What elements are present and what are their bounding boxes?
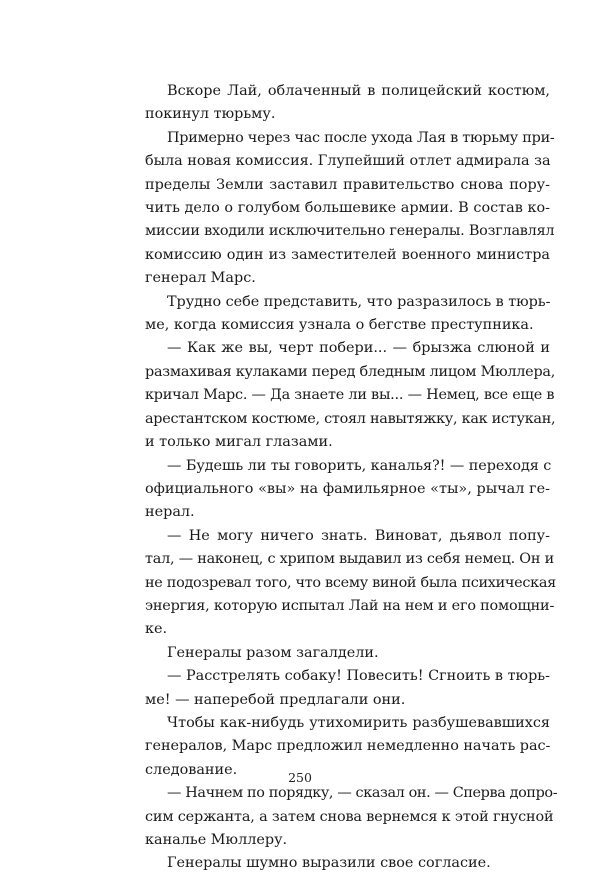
text-line: Генералы разом загалдели. [167,644,379,661]
text-line: ме, когда комиссия узнала о бегстве преступника. [145,317,534,334]
text-line: сим сержанта, а затем снова вернемся к этой гнусной [145,808,554,825]
paragraph [145,455,550,525]
text-line: Примерно через час после ухода Лая в тюрьму при- [167,129,555,146]
paragraph [145,80,550,127]
text-line: Трудно себе представить, что разразилось в тюрь- [167,293,551,310]
paragraph [145,525,556,642]
paragraph [145,337,556,454]
text-line: чить дело о голубом большевике армии. В состав ко- [145,200,550,217]
paragraph [145,665,550,712]
text-line: — Не могу ничего знать. Виноват, дьявол попу- [167,527,550,544]
text-line: покинул тюрьму. [145,106,276,123]
text-line: Генералы шумно выразили свое согласие. [167,855,491,872]
paragraph [145,642,550,665]
page-number: 250 [288,770,312,785]
paragraph [145,782,558,852]
text-line: — Как же вы, черт побери... — брызжа слюной и [167,340,550,357]
text-line: каналье Мюллеру. [145,832,288,848]
text-line: генералов, Марс предложил немедленно начать рас- [145,738,551,755]
paragraph [145,291,550,338]
text-line: — Начнем по порядку, — сказал он. — Сперва допро- [167,785,558,802]
paragraph [145,127,555,291]
text-line: генерал Марс. [145,270,256,287]
text-line: кричал Марс. — Да знаете ли вы... — Немец, все еще в [145,387,555,404]
text-line: не подозревал того, что всему виной была психическая [145,574,556,591]
text-line: — Расстрелять собаку! Повесить! Сгноить в тюрь- [167,668,550,685]
text-line: Вскоре Лай, облаченный в полицейский костюм, [167,83,550,99]
text-line: комиссию один из заместителей военного министра [145,246,550,263]
text-line: официального «вы» на фамильярное «ты», рычал ге- [145,480,550,497]
text-line: следование. [145,761,238,778]
text-line: — Будешь ли ты говорить, каналья?! — переходя с [167,457,552,474]
text-line: энергия, которую испытал Лай на нем и его помощни- [145,597,555,614]
text-line: была новая комиссия. Глупейший отлет адмирала за [145,153,551,170]
text-line: и только мигал глазами. [145,434,333,451]
body-text [145,80,558,876]
text-line: пределы Земли заставил правительство снова пору- [145,176,550,193]
text-line: ке. [145,621,168,638]
text-line: ме! — наперебой предлагали они. [145,691,406,708]
text-line: арестантском костюме, стоял навытяжку, как истукан, [145,410,556,427]
paragraph [145,852,550,875]
text-line: миссии входили исключительно генералы. Возглавлял [145,223,555,240]
text-line: тал, — наконец, с хрипом выдавил из себя немец. Он и [145,551,554,568]
text-line: размахивая кулаками перед бледным лицом Мюллера, [145,363,556,380]
text-line: Чтобы как-нибудь утихомирить разбушевавшихся [167,714,550,731]
text-line: нерал. [145,504,195,521]
